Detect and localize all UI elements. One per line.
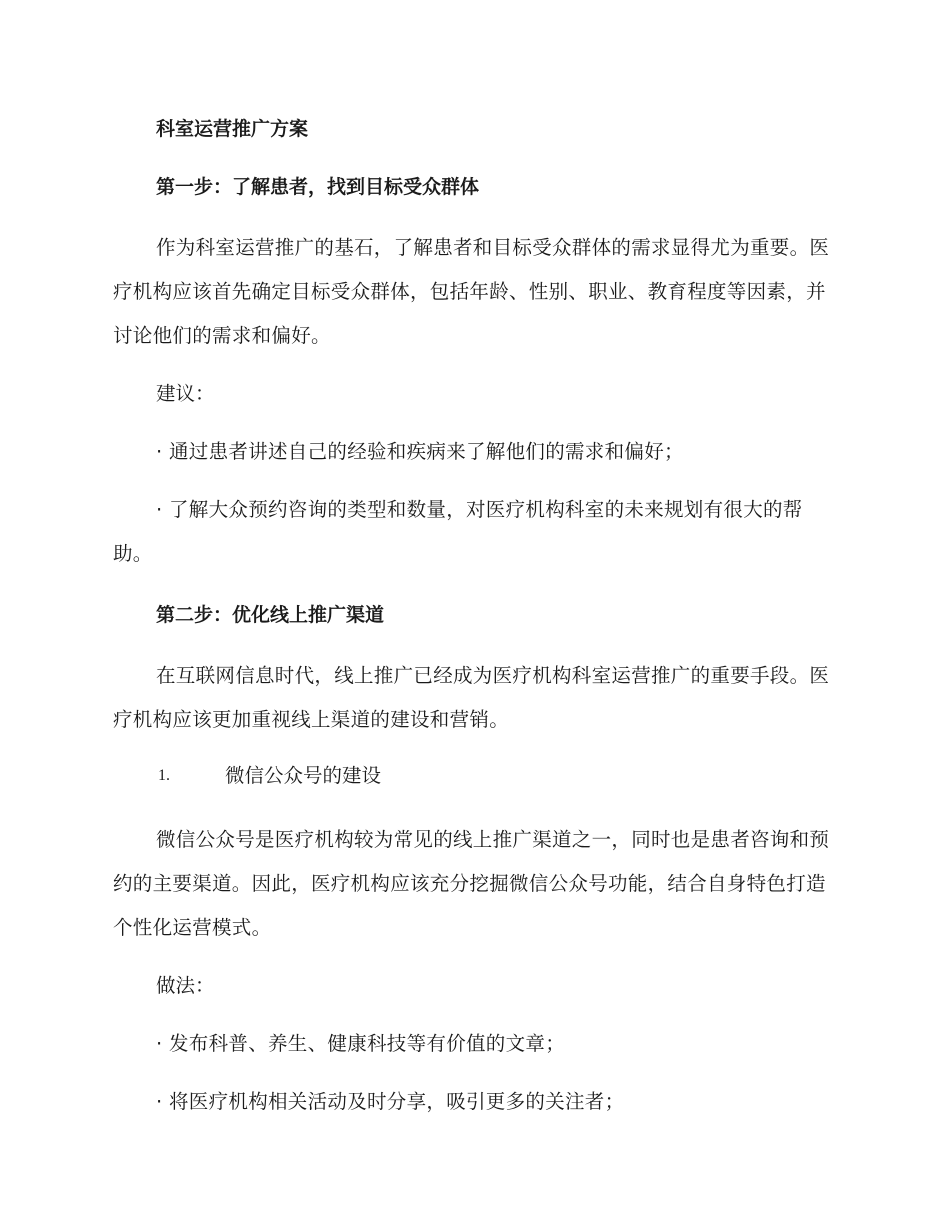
section-2-heading: 第二步：优化线上推广渠道 bbox=[156, 604, 385, 626]
section-2-intro: 在互联网信息时代，线上推广已经成为医疗机构科室运营推广的重要手段。医疗机构应该更加重视线上渠道的建设和营销。 bbox=[113, 664, 830, 731]
item-body: 微信公众号是医疗机构较为常见的线上推广渠道之一，同时也是患者咨询和预约的主要渠道。因此，医疗机构应该充分挖掘微信公众号功能，结合自身特色打造个性化运营模式。 bbox=[113, 828, 830, 939]
section-1-heading: 第一步：了解患者，找到目标受众群体 bbox=[156, 176, 480, 198]
section-1-label: 建议： bbox=[156, 382, 215, 405]
section-2-label: 做法： bbox=[156, 974, 215, 997]
document-page bbox=[113, 110, 831, 1124]
section-1-bullet-2: · 了解大众预约咨询的类型和数量，对医疗机构科室的未来规划有很大的帮助。 bbox=[113, 498, 803, 565]
item-number: 1. bbox=[158, 767, 170, 784]
document-title: 科室运营推广方案 bbox=[156, 118, 309, 140]
section-2-bullet-2: · 将医疗机构相关活动及时分享，吸引更多的关注者； bbox=[156, 1090, 625, 1113]
section-2-bullet-1: · 发布科普、养生、健康科技等有价值的文章； bbox=[156, 1032, 565, 1055]
numbered-item bbox=[158, 754, 831, 798]
item-title: 微信公众号的建设 bbox=[225, 764, 382, 787]
section-1-intro: 作为科室运营推广的基石，了解患者和目标受众群体的需求显得尤为重要。医疗机构应该首先确定目标受众群体，包括年龄、性别、职业、教育程度等因素，并讨论他们的需求和偏好。 bbox=[113, 236, 830, 347]
section-1-bullet-1: · 通过患者讲述自己的经验和疾病来了解他们的需求和偏好； bbox=[156, 440, 684, 463]
